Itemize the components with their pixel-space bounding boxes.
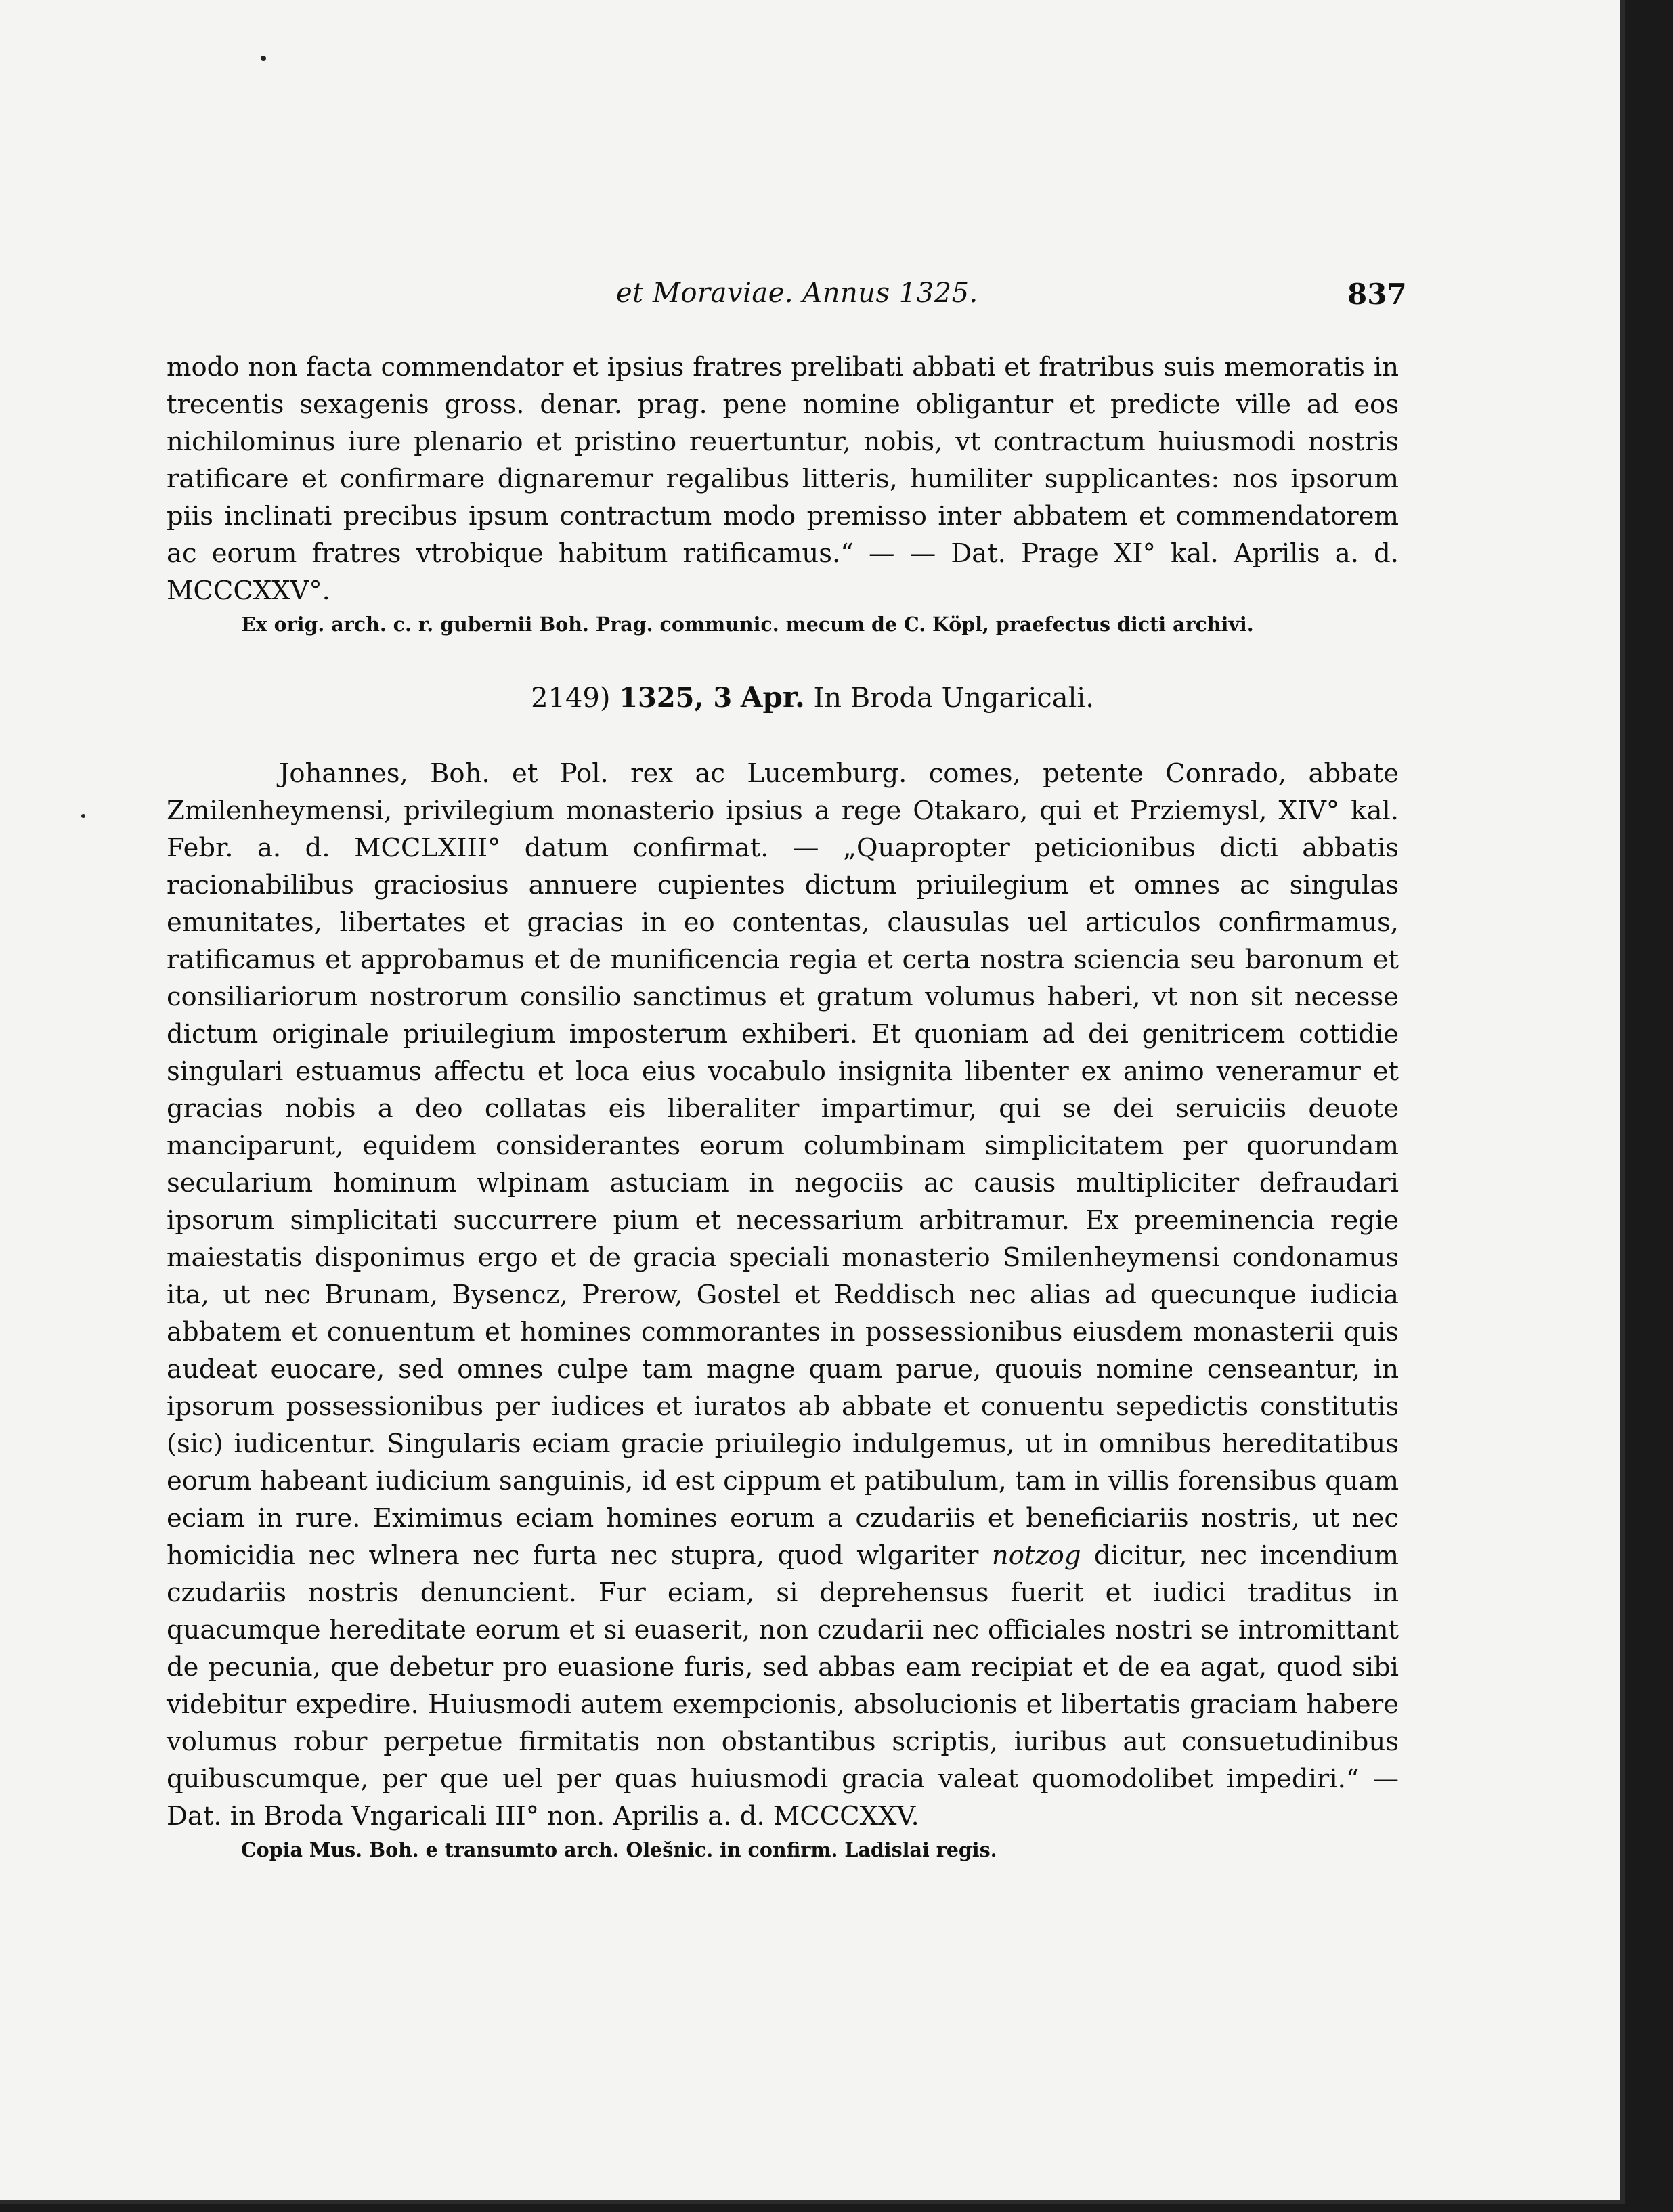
entry-heading	[0, 680, 1625, 714]
continuation-text: modo non facta commendator et ipsius fratres prelibati abbati et fratribus suis memoratis in trecentis sexagenis gross. denar. prag. pene nomine obligantur et predicte ville ad eos nichilominus iure plenario et pristino reuertuntur, nobis, vt contractum huiusmodi nostris ratificare et confirmare dignaremur regalibus litteris, humiliter supplicantes: nos ipsorum piis inclinati precibus ipsum contractum modo premisso inter abbatem et commendatorem ac eorum fratres vtrobique habitum ratificamus.“ — — Dat. Prage XI° kal. Aprilis a. d. MCCCXXV°.	[167, 352, 1399, 606]
print-speck	[81, 814, 85, 818]
continuation-source-note: Ex orig. arch. c. r. gubernii Boh. Prag. communic. mecum de C. Köpl, praefectus dicti archivi.	[241, 613, 1254, 636]
entry-month: Apr.	[740, 680, 805, 714]
entry-body-part-2: dicitur, nec incendium czudariis nostris denuncient. Fur eciam, si deprehensus fuerit et iudici traditus in quacumque hereditate eorum et si euaserit, non czudarii nec officiales nostri se intromittant de pecunia, que debetur pro euasione furis, sed abbas eam recipiat et de ea agat, quod sibi videbitur expedire. Huiusmodi autem exempcionis, absolucionis et libertatis graciam habere volumus robur perpetue firmitatis non obstantibus scriptis, iuribus aut consuetudinibus quibuscumque, per que uel per quas huiusmodi gracia valeat quomodolibet impediri.“ — Dat. in Broda Vngaricali III° non. Aprilis a. d. MCCCXXV.	[167, 1540, 1399, 1831]
entry-emphasis: notzog	[991, 1540, 1081, 1571]
entry-number: 2149)	[531, 682, 611, 714]
print-speck	[261, 56, 266, 61]
running-title: et Moraviae. Annus 1325.	[616, 278, 978, 309]
entry-place: In Broda Ungaricali.	[813, 682, 1094, 714]
continuation-section	[167, 349, 1399, 638]
page-number: 837	[1347, 278, 1407, 311]
entry-section	[167, 755, 1399, 1863]
entry-source-note: Copia Mus. Boh. e transumto arch. Olešnic. in confirm. Ladislai regis.	[241, 1838, 997, 1861]
entry-body	[167, 755, 1399, 1835]
entry-body-part-1: Johannes, Boh. et Pol. rex ac Lucemburg. comes, petente Conrado, abbate Zmilenheymensi, privilegium monasterio ipsius a rege Otakaro, qui et Prziemysl, XIV° kal. Febr. a. d. MCCLXIII° datum confirmat. — „Quapropter peticionibus dicti abbatis racionabilibus graciosius annuere cupientes dictum priuilegium et omnes ac singulas emunitates, libertates et gracias in eo contentas, clausulas uel articulos confirmamus, ratificamus et approbamus et de munificencia regia et certa nostra sciencia seu baronum et consiliariorum nostrorum consilio sanctimus et gratum volumus haberi, vt non sit necesse dictum originale priuilegium imposterum exhiberi. Et quoniam ad dei genitricem cottidie singulari estuamus affectu et loca eius vocabulo insignita libenter ex animo veneramur et gracias nobis a deo collatas eis liberaliter impartimur, qui se dei seruiciis deuote manciparunt, equidem considerantes eorum columbinam simplicitatem per quorundam secularium hominum wlpinam astuciam in negociis ac causis multipliciter defraudari ipsorum simplicitati succurrere pium et necessarium arbitramur. Ex preeminencia regie maiestatis disponimus ergo et de gracia speciali monasterio Smilenheymensi condonamus ita, ut nec Brunam, Bysencz, Prerow, Gostel et Reddisch nec alias ad quecunque iudicia abbatem et conuentum et homines commorantes in possessionibus eiusdem monasterii quis audeat euocare, sed omnes culpe tam magne quam parue, quouis nomine censeantur, in ipsorum possessionibus per iudices et iuratos ab abbate et conuentu sepedictis constitutis (sic) iudicentur. Singularis eciam gracie priuilegio indulgemus, ut in omnibus hereditatibus eorum habeant iudicium sanguinis, id est cippum et patibulum, tam in villis forensibus quam eciam in rure. Eximimus eciam homines eorum a czudariis et beneficiariis nostris, ut nec homicidia nec wlnera nec furta nec stupra, quod wlgariter	[167, 758, 1399, 1571]
running-header	[0, 278, 1625, 318]
entry-date: 1325, 3	[619, 682, 733, 714]
